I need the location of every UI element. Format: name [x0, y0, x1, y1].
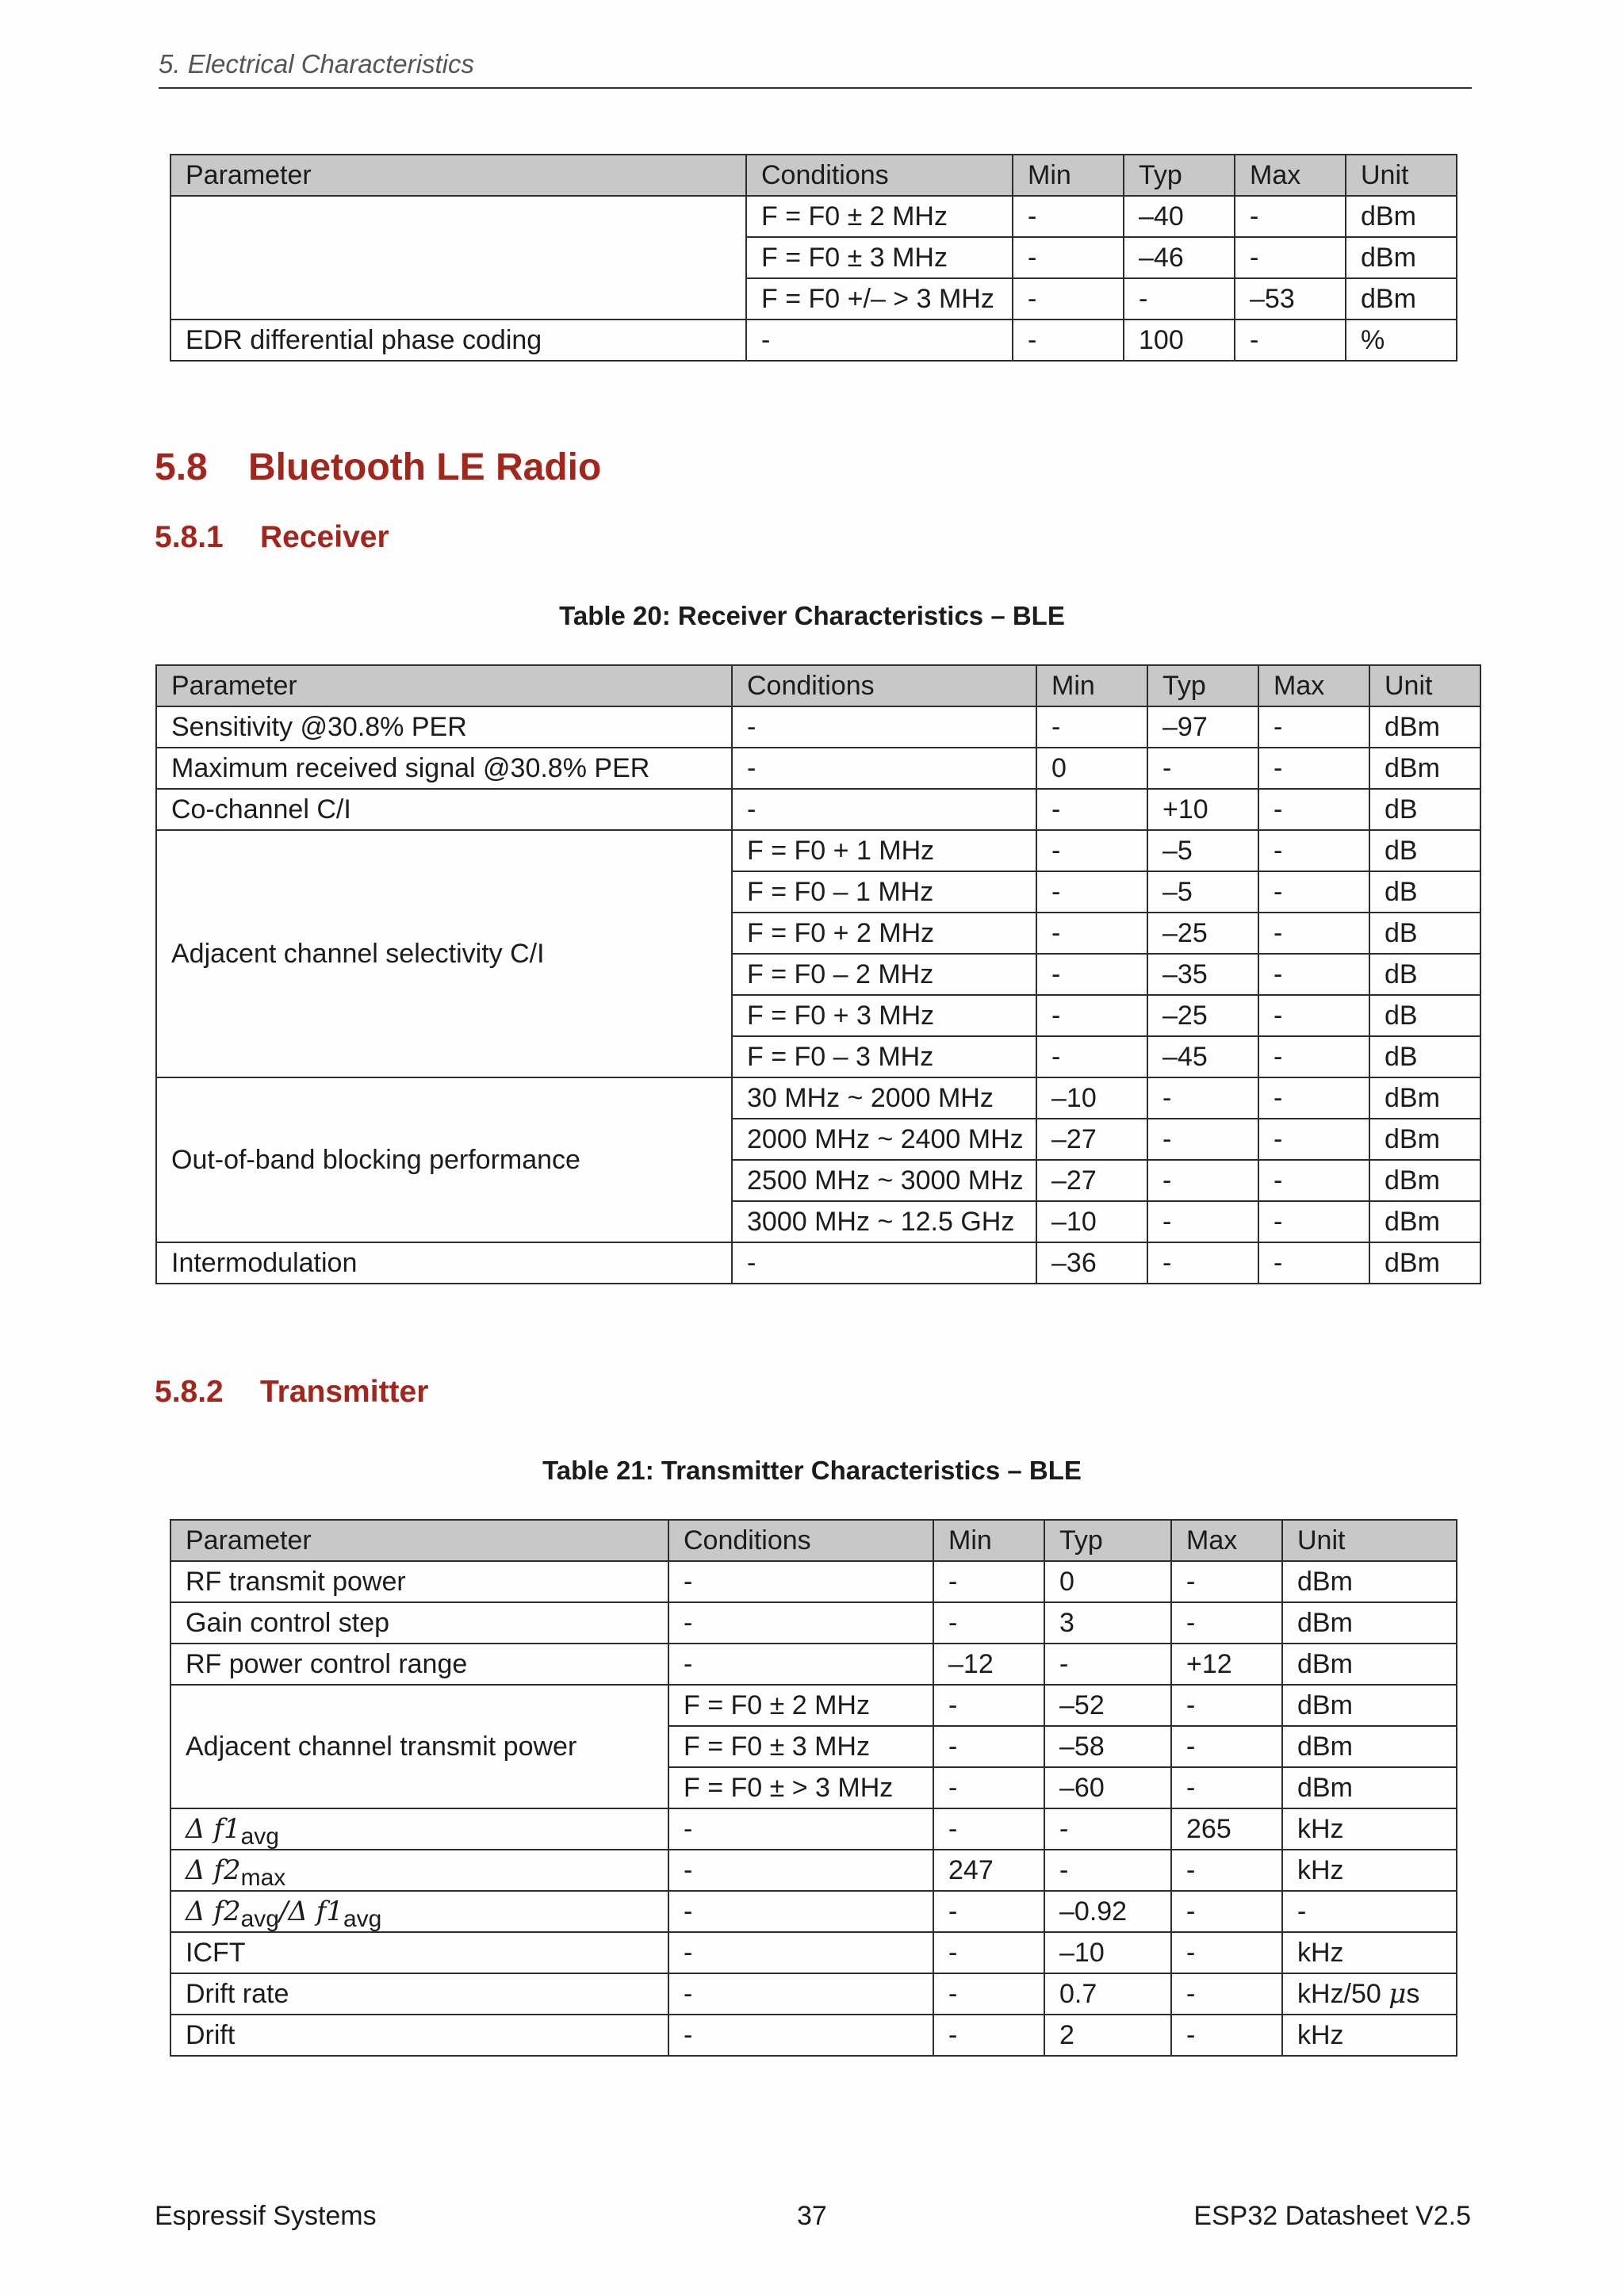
table-cell: - [668, 1561, 933, 1602]
table-cell: - [1171, 1767, 1282, 1808]
table-cell: dB [1369, 913, 1480, 954]
table-cell: - [1036, 789, 1147, 830]
table-cell: - [933, 1767, 1044, 1808]
table-cell: –40 [1124, 196, 1235, 237]
table-cell [170, 1808, 668, 1850]
col-header: Parameter [170, 155, 746, 196]
table-cell: Intermodulation [156, 1242, 732, 1284]
table-cell: dB [1369, 871, 1480, 913]
table-cell: –52 [1044, 1685, 1171, 1726]
table-cell: - [933, 1808, 1044, 1850]
table-cell: - [1147, 1119, 1258, 1160]
table-caption-receiver: Table 20: Receiver Characteristics – BLE [559, 601, 1065, 630]
table-cell: - [732, 1242, 1036, 1284]
subsection-number: 5.8.2 [155, 1375, 224, 1409]
table-cell: –27 [1036, 1160, 1147, 1201]
table-cell: dB [1369, 830, 1480, 871]
col-header: Max [1171, 1520, 1282, 1561]
table-cell: 0.7 [1044, 1973, 1171, 2015]
table-cell: - [1171, 1891, 1282, 1932]
table-cell: dBm [1369, 1160, 1480, 1201]
subsection-heading-receiver [155, 520, 389, 555]
table-cell: - [668, 1891, 933, 1932]
table-cell: - [1044, 1644, 1171, 1685]
table-cell: - [1258, 1036, 1369, 1077]
running-header: 5. Electrical Characteristics [159, 49, 1472, 89]
table-cell: F = F0 + 2 MHz [732, 913, 1036, 954]
table-cell [170, 1850, 668, 1891]
table-cell: - [732, 789, 1036, 830]
table-cell: - [1258, 1077, 1369, 1119]
col-header: Unit [1346, 155, 1457, 196]
table-cell: - [1235, 237, 1346, 278]
table-cell: - [1235, 320, 1346, 361]
table-cell: F = F0 + 1 MHz [732, 830, 1036, 871]
table-cell: - [1171, 1973, 1282, 2015]
table-cell: - [1036, 706, 1147, 748]
table-header-row [156, 665, 1480, 706]
unit-text: kHz/50 [1297, 1979, 1389, 2009]
table-cell: 2000 MHz ~ 2400 MHz [732, 1119, 1036, 1160]
table-cell: 0 [1044, 1561, 1171, 1602]
table-cell: - [1258, 789, 1369, 830]
table-cell: dBm [1369, 1201, 1480, 1242]
table-cell: - [933, 1726, 1044, 1767]
table-cell: dB [1369, 995, 1480, 1036]
table-cell: - [1036, 995, 1147, 1036]
table-cell: - [1036, 830, 1147, 871]
table-cell: - [933, 1891, 1044, 1932]
unit-text: s [1406, 1979, 1420, 2009]
table-cell: - [1013, 237, 1124, 278]
table-cell: - [1235, 196, 1346, 237]
table-row [156, 706, 1480, 748]
table-cell: - [1258, 1242, 1369, 1284]
table-cell: - [668, 1932, 933, 1973]
section-heading [155, 446, 601, 489]
table-cell: F = F0 ± > 3 MHz [668, 1767, 933, 1808]
table-cell: - [1013, 320, 1124, 361]
table-cell: - [732, 706, 1036, 748]
table-cell: - [1044, 1808, 1171, 1850]
table-row [170, 1850, 1457, 1891]
table-cell: - [1044, 1850, 1171, 1891]
table-cell: dBm [1369, 1119, 1480, 1160]
table-cell: - [1171, 1932, 1282, 1973]
table-cell: - [1036, 954, 1147, 995]
table-cell: Sensitivity @30.8% PER [156, 706, 732, 748]
table-cell: 100 [1124, 320, 1235, 361]
table-cell: F = F0 ± 3 MHz [746, 237, 1013, 278]
table-cell: - [668, 1602, 933, 1644]
table-cell: –12 [933, 1644, 1044, 1685]
table-cell: –46 [1124, 237, 1235, 278]
table-cell: –58 [1044, 1726, 1171, 1767]
table-cell: - [746, 320, 1013, 361]
table-cell: - [1282, 1891, 1457, 1932]
table-row [170, 2015, 1457, 2056]
col-header: Min [1013, 155, 1124, 196]
table-cell: dBm [1369, 1242, 1480, 1284]
table-cell: - [1171, 1561, 1282, 1602]
table-cell: Adjacent channel selectivity C/I [156, 830, 732, 1077]
table-cell: Maximum received signal @30.8% PER [156, 748, 732, 789]
table-cell: kHz [1282, 1808, 1457, 1850]
table-cell: –36 [1036, 1242, 1147, 1284]
table-header-row [170, 1520, 1457, 1561]
table-cell: - [668, 1808, 933, 1850]
col-header: Conditions [746, 155, 1013, 196]
table-row [170, 1891, 1457, 1932]
table-cell: RF power control range [170, 1644, 668, 1685]
table-cell: - [668, 2015, 933, 2056]
table-cell [1282, 1973, 1457, 2015]
subsection-heading-transmitter [155, 1375, 428, 1410]
table-cell: - [1258, 706, 1369, 748]
table-cell: dB [1369, 789, 1480, 830]
table-cell: dBm [1369, 1077, 1480, 1119]
table-row [170, 1973, 1457, 2015]
math-subscript: avg [343, 1906, 382, 1932]
table-cell: - [933, 1561, 1044, 1602]
page-footer [155, 2201, 1471, 2232]
table-row [156, 830, 1480, 871]
receiver-table [155, 664, 1481, 1284]
table-cell: dBm [1282, 1767, 1457, 1808]
table-cell: - [1013, 278, 1124, 320]
table-cell: - [1124, 278, 1235, 320]
table-cell: Gain control step [170, 1602, 668, 1644]
math-symbol: Δ f1 [186, 1813, 241, 1845]
table-row [170, 1644, 1457, 1685]
table-cell: F = F0 – 3 MHz [732, 1036, 1036, 1077]
transmitter-table [170, 1519, 1457, 2057]
subsection-title: Transmitter [260, 1375, 429, 1409]
table-cell: dBm [1369, 706, 1480, 748]
table-cell: - [1147, 1160, 1258, 1201]
table-row [170, 320, 1457, 361]
table-cell: dBm [1282, 1644, 1457, 1685]
table-cell: 247 [933, 1850, 1044, 1891]
table-cell: dB [1369, 954, 1480, 995]
table-cell: –25 [1147, 995, 1258, 1036]
table-cell: –5 [1147, 871, 1258, 913]
table-cell [170, 1891, 668, 1932]
table-row [170, 196, 1457, 237]
col-header: Min [1036, 665, 1147, 706]
table-cell: kHz [1282, 2015, 1457, 2056]
section-number: 5.8 [155, 446, 208, 488]
table-cell: Adjacent channel transmit power [170, 1685, 668, 1808]
table-cell: RF transmit power [170, 1561, 668, 1602]
table-cell: dBm [1346, 196, 1457, 237]
table-cell: F = F0 + 3 MHz [732, 995, 1036, 1036]
table-cell: EDR differential phase coding [170, 320, 746, 361]
table-cell: –35 [1147, 954, 1258, 995]
table-cell: - [668, 1644, 933, 1685]
table-cell-empty [170, 196, 746, 320]
table-cell: –10 [1036, 1201, 1147, 1242]
subsection-number: 5.8.1 [155, 520, 224, 554]
table-cell: 2500 MHz ~ 3000 MHz [732, 1160, 1036, 1201]
table-cell: - [1258, 871, 1369, 913]
table-cell: - [1171, 1726, 1282, 1767]
table-row [170, 1685, 1457, 1726]
table-cell: dBm [1369, 748, 1480, 789]
col-header: Typ [1044, 1520, 1171, 1561]
table-cell: Drift rate [170, 1973, 668, 2015]
table-cell: F = F0 ± 2 MHz [668, 1685, 933, 1726]
table-cell: - [1036, 871, 1147, 913]
math-symbol: /Δ f1 [278, 1896, 343, 1927]
table-cell: +12 [1171, 1644, 1282, 1685]
table-cell: % [1346, 320, 1457, 361]
table-cell: - [668, 1973, 933, 2015]
table-cell: –5 [1147, 830, 1258, 871]
col-header: Unit [1369, 665, 1480, 706]
col-header: Min [933, 1520, 1044, 1561]
subsection-title: Receiver [260, 520, 389, 554]
table-cell: - [933, 1973, 1044, 2015]
table-cell: dBm [1282, 1561, 1457, 1602]
section-title: Bluetooth LE Radio [248, 446, 602, 488]
table-cell: Drift [170, 2015, 668, 2056]
mu-symbol: μ [1388, 1978, 1407, 2010]
col-header: Parameter [170, 1520, 668, 1561]
table-cell: 2 [1044, 2015, 1171, 2056]
table-cell: - [732, 748, 1036, 789]
table-cell: - [1147, 1242, 1258, 1284]
table-cell: - [1171, 1602, 1282, 1644]
table-cell: +10 [1147, 789, 1258, 830]
table-cell: - [933, 2015, 1044, 2056]
col-header: Typ [1124, 155, 1235, 196]
table-cell: dBm [1282, 1602, 1457, 1644]
table-cell: - [1258, 1201, 1369, 1242]
table-cell: - [1258, 954, 1369, 995]
table-row [156, 1077, 1480, 1119]
table-cell: kHz [1282, 1932, 1457, 1973]
table-cell: –60 [1044, 1767, 1171, 1808]
table-cell: F = F0 ± 2 MHz [746, 196, 1013, 237]
table-cell: 265 [1171, 1808, 1282, 1850]
math-subscript: max [240, 1865, 286, 1891]
table-row [170, 1561, 1457, 1602]
table-cell: - [1258, 830, 1369, 871]
table-cell: dBm [1346, 278, 1457, 320]
col-header: Max [1235, 155, 1346, 196]
table-cell: - [1258, 995, 1369, 1036]
table-cell: 0 [1036, 748, 1147, 789]
table-cell: - [1147, 1201, 1258, 1242]
footer-company: Espressif Systems [155, 2201, 377, 2231]
table-cell: F = F0 ± 3 MHz [668, 1726, 933, 1767]
table-cell: - [1258, 913, 1369, 954]
table-cell: - [1147, 1077, 1258, 1119]
page-number: 37 [797, 2201, 827, 2231]
footer-doc-title: ESP32 Datasheet V2.5 [1193, 2201, 1471, 2231]
table-cell: Out-of-band blocking performance [156, 1077, 732, 1242]
table-cell: - [1258, 1119, 1369, 1160]
col-header: Parameter [156, 665, 732, 706]
table-cell: - [1147, 748, 1258, 789]
math-subscript: avg [240, 1823, 279, 1850]
col-header: Conditions [732, 665, 1036, 706]
table-cell: - [1171, 1850, 1282, 1891]
table-cell: F = F0 – 1 MHz [732, 871, 1036, 913]
table-row [170, 1932, 1457, 1973]
table-cell: –25 [1147, 913, 1258, 954]
table-cell: - [1258, 1160, 1369, 1201]
math-symbol: Δ f2 [186, 1896, 241, 1927]
table-cell: - [933, 1602, 1044, 1644]
table-cell: F = F0 +/– > 3 MHz [746, 278, 1013, 320]
table-cell: - [1036, 913, 1147, 954]
table-cell: dBm [1282, 1685, 1457, 1726]
table-cell: –45 [1147, 1036, 1258, 1077]
table-caption-transmitter: Table 21: Transmitter Characteristics – BLE [542, 1456, 1082, 1485]
col-header: Max [1258, 665, 1369, 706]
table-cell: 3 [1044, 1602, 1171, 1644]
table-cell: - [1171, 2015, 1282, 2056]
table-cell: F = F0 – 2 MHz [732, 954, 1036, 995]
table-row [170, 1602, 1457, 1644]
table-cell: –10 [1044, 1932, 1171, 1973]
table-row [170, 1808, 1457, 1850]
table-cell: –27 [1036, 1119, 1147, 1160]
table-cell: –53 [1235, 278, 1346, 320]
math-subscript: avg [240, 1906, 279, 1932]
table-cell: dBm [1282, 1726, 1457, 1767]
table-cell: - [933, 1685, 1044, 1726]
table-cell: dBm [1346, 237, 1457, 278]
table-row [156, 789, 1480, 830]
table-row [156, 748, 1480, 789]
table-cell: - [668, 1850, 933, 1891]
table-header-row [170, 155, 1457, 196]
table-cell: - [933, 1932, 1044, 1973]
continued-table [170, 154, 1457, 362]
table-row [156, 1242, 1480, 1284]
table-cell: –0.92 [1044, 1891, 1171, 1932]
math-symbol: Δ f2 [186, 1854, 241, 1886]
table-cell: dB [1369, 1036, 1480, 1077]
table-cell: kHz [1282, 1850, 1457, 1891]
table-cell: Co-channel C/I [156, 789, 732, 830]
col-header: Conditions [668, 1520, 933, 1561]
table-cell: –10 [1036, 1077, 1147, 1119]
col-header: Typ [1147, 665, 1258, 706]
table-cell: ICFT [170, 1932, 668, 1973]
table-cell: 3000 MHz ~ 12.5 GHz [732, 1201, 1036, 1242]
table-cell: - [1013, 196, 1124, 237]
table-cell: - [1171, 1685, 1282, 1726]
table-cell: 30 MHz ~ 2000 MHz [732, 1077, 1036, 1119]
table-cell: - [1258, 748, 1369, 789]
col-header: Unit [1282, 1520, 1457, 1561]
table-cell: - [1036, 1036, 1147, 1077]
table-cell: –97 [1147, 706, 1258, 748]
